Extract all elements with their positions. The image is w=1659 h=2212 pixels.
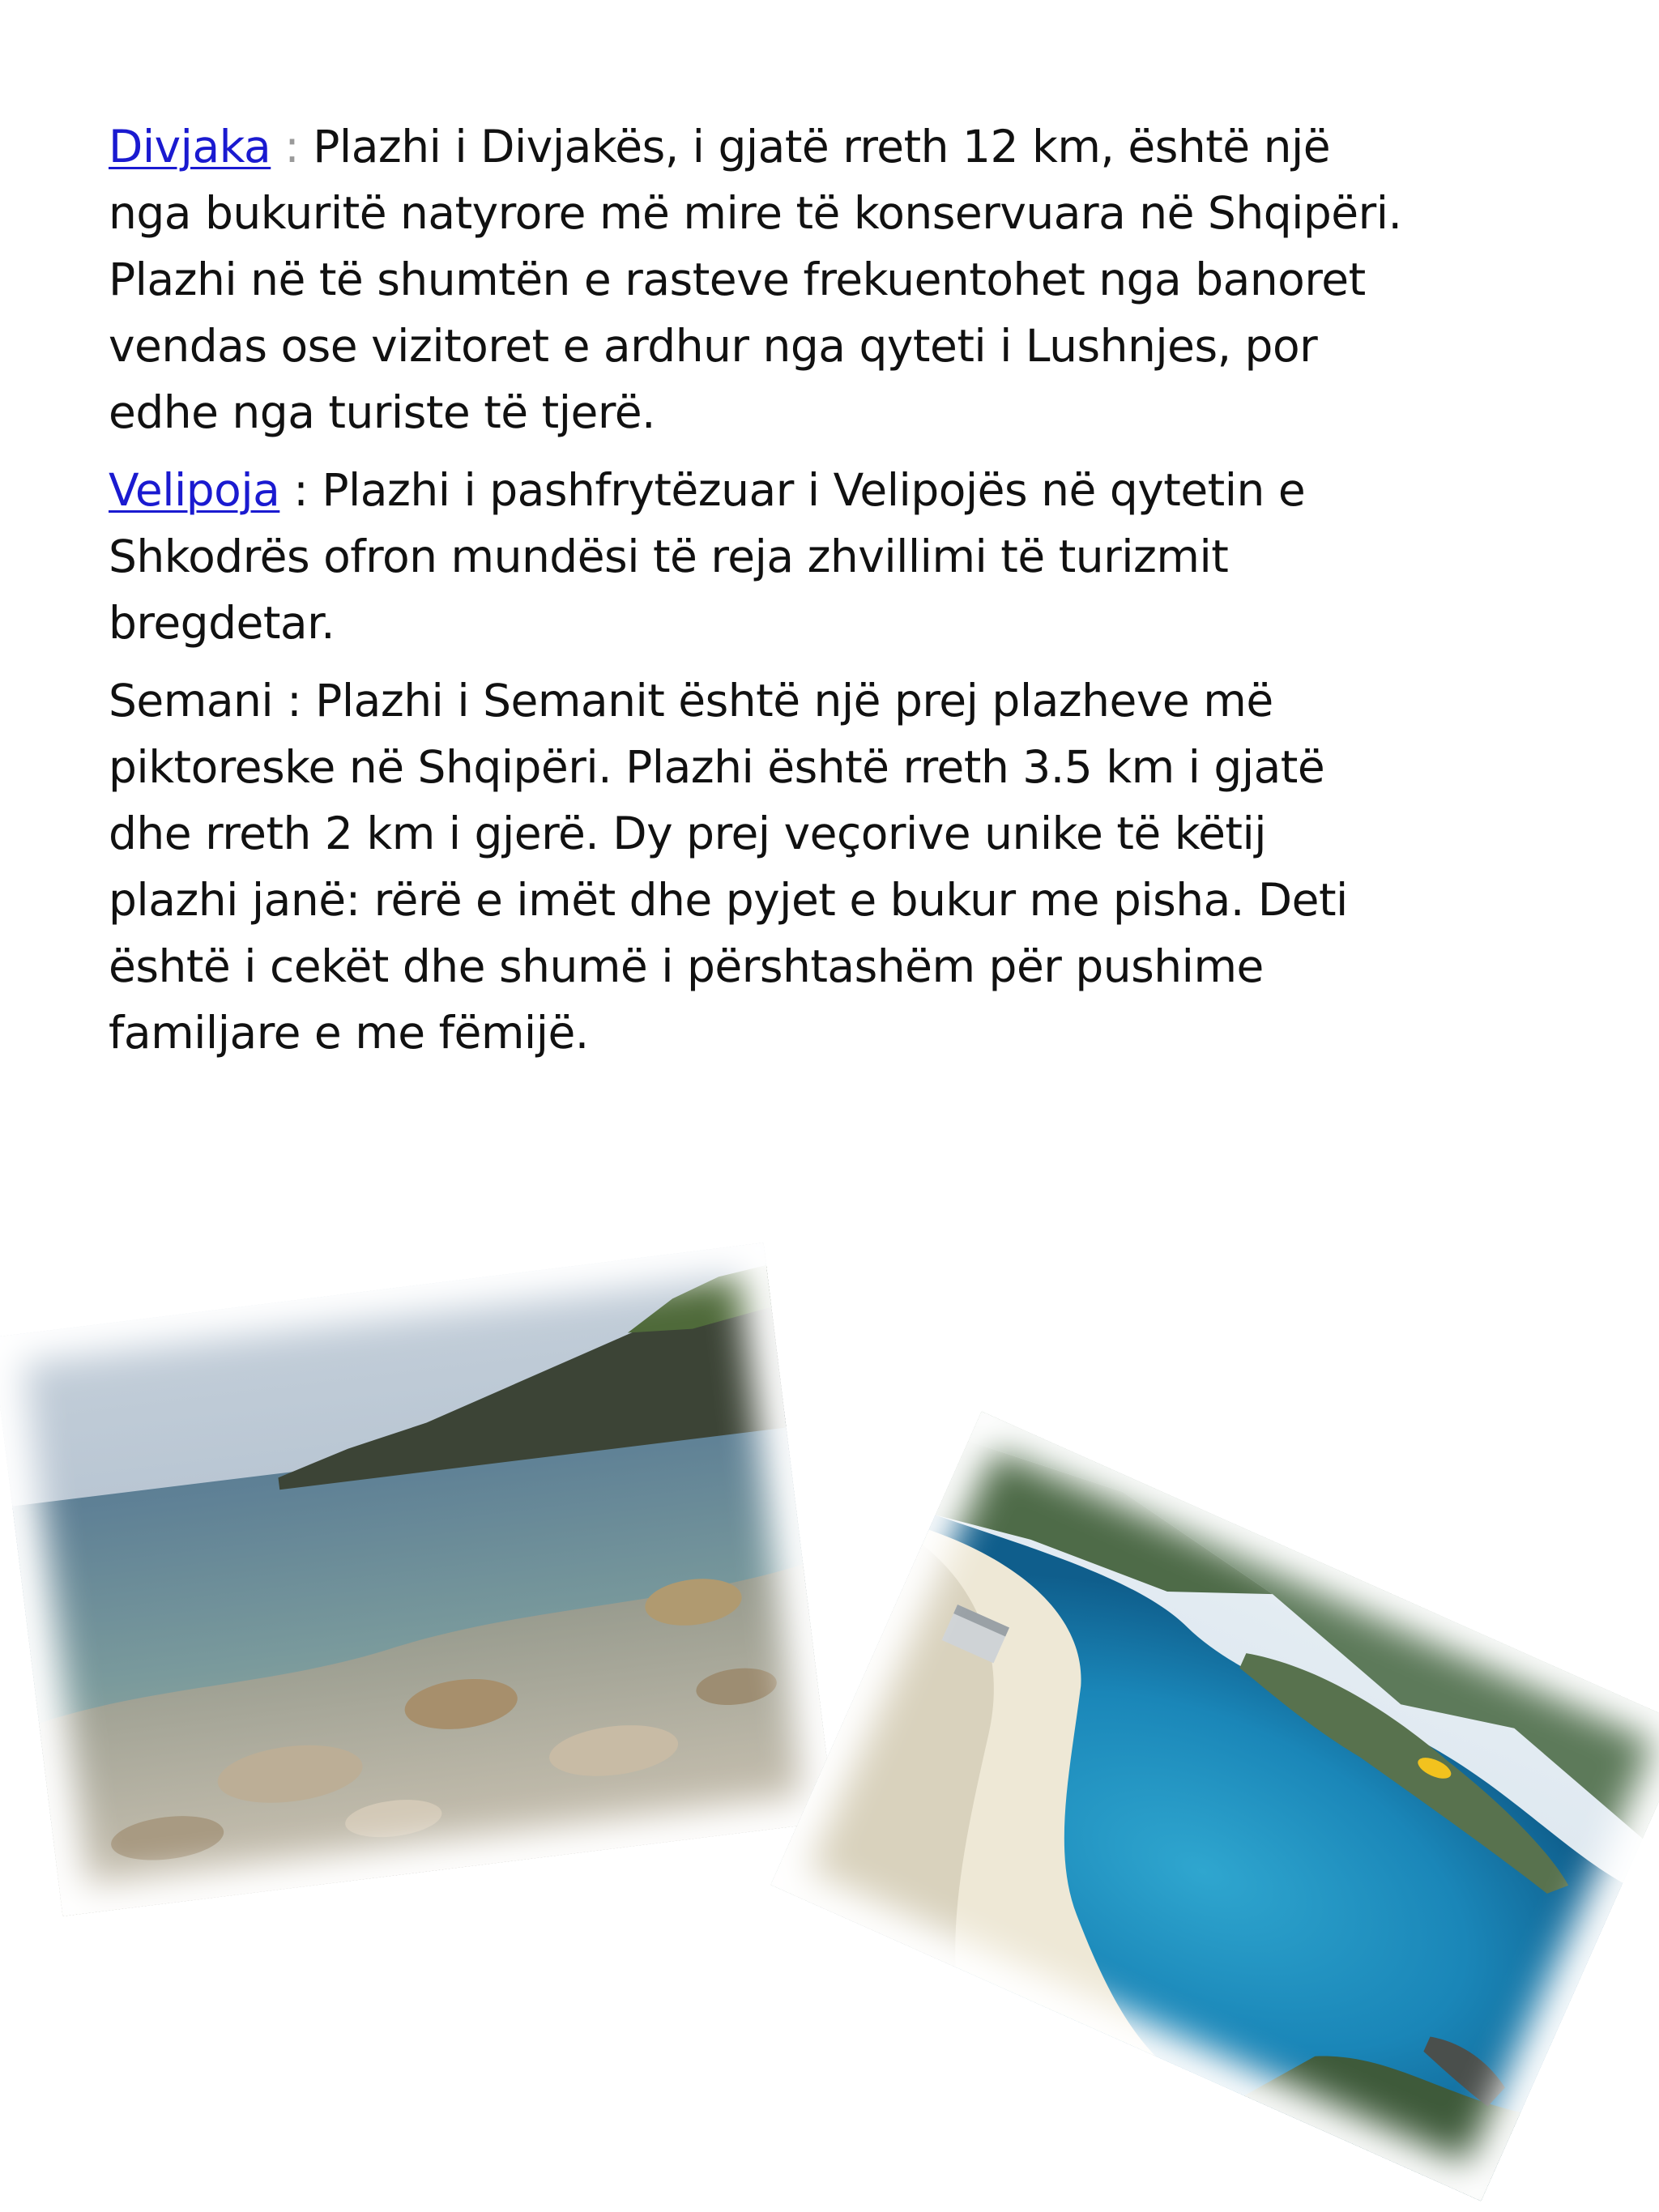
link-divjaka[interactable]: Divjaka bbox=[109, 121, 271, 173]
paragraph-text: Plazhi i pashfrytëzuar i Velipojës në qytetin e Shkodrës ofron mundësi të reja zhvillimi të turizmit bregdetar. bbox=[109, 464, 1306, 649]
separator: : bbox=[273, 675, 316, 727]
paragraph-title: Semani bbox=[109, 675, 274, 727]
paragraph-velipoja bbox=[109, 457, 1405, 656]
paragraph-text: Plazhi i Semanit është një prej plazheve më piktoreske në Shqipëri. Plazhi është rreth 3.5 km i gjatë dhe rreth 2 km i gjerë. Dy prej veçorive unike të këtij plazhi janë: rërë e imët dhe pyjet e bukur me pisha. Deti është i cekët dhe shumë i përshtashëm për pushime familjare e me fëmijë. bbox=[109, 675, 1348, 1059]
bay-beach-illustration bbox=[770, 1411, 1659, 2201]
rocky-beach-illustration bbox=[0, 1242, 834, 1916]
photo-rocky-beach bbox=[0, 1242, 834, 1916]
link-velipoja[interactable]: Velipoja bbox=[109, 464, 280, 516]
separator: : bbox=[279, 464, 322, 516]
text-content bbox=[109, 113, 1405, 1077]
separator: : bbox=[271, 121, 313, 173]
paragraph-divjaka bbox=[109, 113, 1405, 445]
paragraph-text: Plazhi i Divjakës, i gjatë rreth 12 km, është një nga bukuritë natyrore më mire të konservuara në Shqipëri. Plazhi në të shumtën e rasteve frekuentohet nga banoret vendas ose vizitoret e ardhur nga qyteti i Lushnjes, por edhe nga turiste të tjerë. bbox=[109, 121, 1402, 438]
paragraph-semani bbox=[109, 667, 1405, 1066]
photo-bay-beach bbox=[770, 1411, 1659, 2201]
